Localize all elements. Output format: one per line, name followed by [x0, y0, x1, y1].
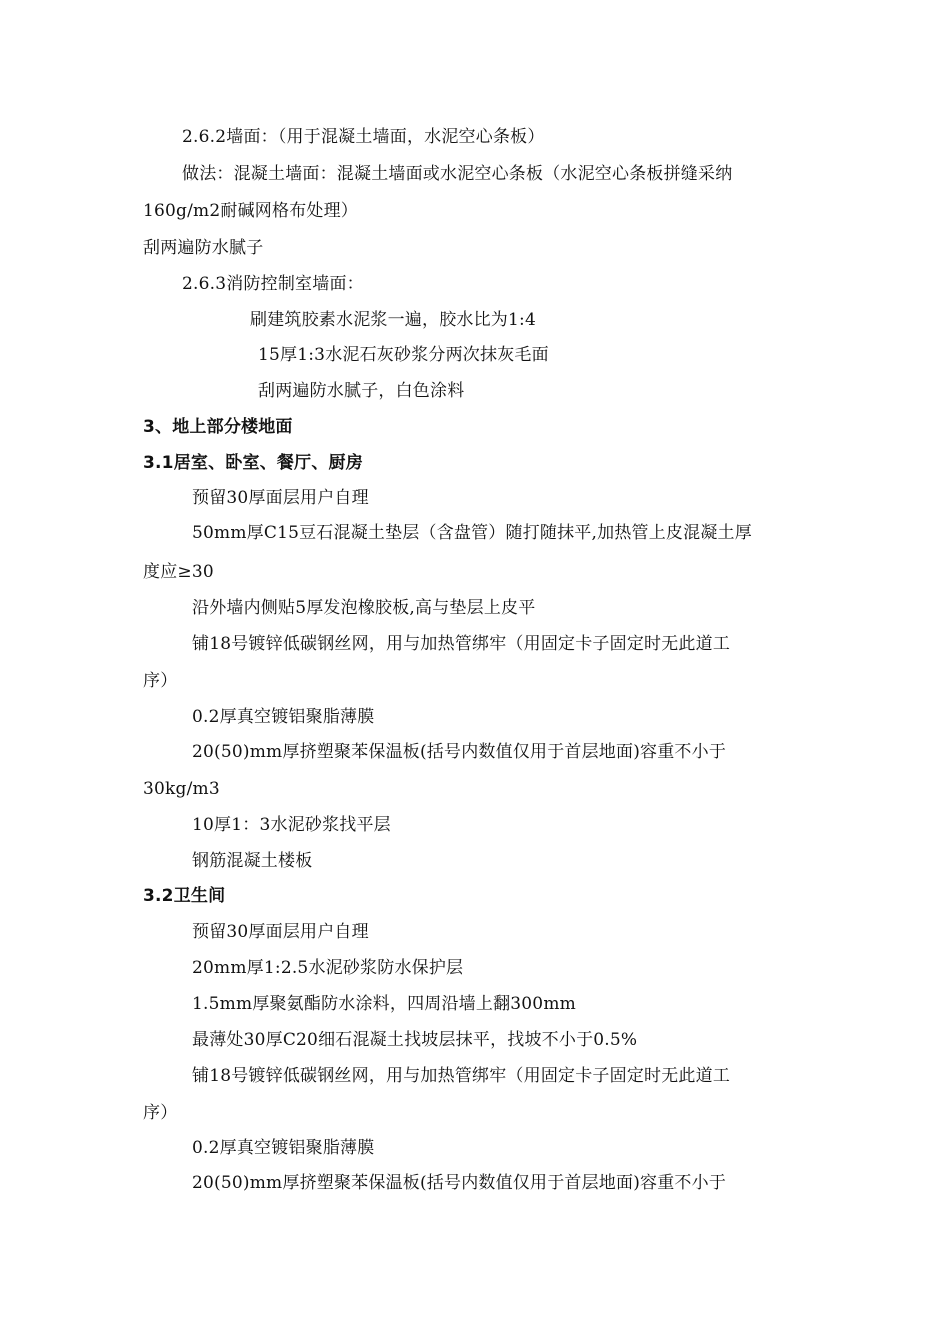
paragraph-line: 30kg/m3 [143, 779, 220, 799]
paragraph-line: 预留30厚面层用户自理 [192, 488, 369, 508]
paragraph-line: 50mm厚C15豆石混凝土垫层（含盘管）随打随抹平,加热管上皮混凝土厚 [192, 523, 752, 543]
paragraph-line: 0.2厚真空镀铝聚脂薄膜 [192, 707, 375, 727]
paragraph-line: 0.2厚真空镀铝聚脂薄膜 [192, 1138, 375, 1158]
paragraph-line: 序） [143, 671, 178, 691]
section-3-heading: 3、地上部分楼地面 [143, 417, 293, 437]
paragraph-line: 铺18号镀锌低碳钢丝网，用与加热管绑牢（用固定卡子固定时无此道工 [192, 634, 731, 654]
paragraph-line: 最薄处30厚C20细石混凝土找坡层抹平，找坡不小于0.5% [192, 1030, 638, 1050]
paragraph-line: 15厚1:3水泥石灰砂浆分两次抹灰毛面 [258, 345, 549, 365]
paragraph-line: 20(50)mm厚挤塑聚苯保温板(括号内数值仅用于首层地面)容重不小于 [192, 742, 727, 762]
paragraph-line: 160g/m2耐碱网格布处理） [143, 201, 358, 221]
section-2-6-3-heading: 2.6.3消防控制室墙面： [182, 274, 364, 294]
paragraph-line: 刮两遍防水腻子 [143, 238, 264, 258]
section-3-1-heading: 3.1居室、卧室、餐厅、厨房 [143, 453, 363, 473]
section-2-6-2-wall-heading: 2.6.2墙面：（用于混凝土墙面，水泥空心条板） [182, 127, 545, 147]
paragraph-line: 刷建筑胶素水泥浆一遍，胶水比为1:4 [250, 310, 536, 330]
paragraph-line: 序） [143, 1103, 178, 1123]
paragraph-line: 20mm厚1:2.5水泥砂浆防水保护层 [192, 958, 464, 978]
paragraph-line: 1.5mm厚聚氨酯防水涂料，四周沿墙上翻300mm [192, 994, 576, 1014]
paragraph-line: 度应≥30 [143, 562, 214, 582]
paragraph-line: 沿外墙内侧贴5厚发泡橡胶板,高与垫层上皮平 [192, 598, 536, 618]
paragraph-line: 预留30厚面层用户自理 [192, 922, 369, 942]
paragraph-line: 铺18号镀锌低碳钢丝网，用与加热管绑牢（用固定卡子固定时无此道工 [192, 1066, 731, 1086]
section-3-2-heading: 3.2卫生间 [143, 886, 226, 906]
paragraph-line: 10厚1：3水泥砂浆找平层 [192, 815, 391, 835]
paragraph-line: 做法：混凝土墙面：混凝土墙面或水泥空心条板（水泥空心条板拼缝采纳 [182, 164, 733, 184]
paragraph-line: 刮两遍防水腻子，白色涂料 [258, 381, 465, 401]
paragraph-line: 钢筋混凝土楼板 [192, 851, 313, 871]
paragraph-line: 20(50)mm厚挤塑聚苯保温板(括号内数值仅用于首层地面)容重不小于 [192, 1173, 727, 1193]
